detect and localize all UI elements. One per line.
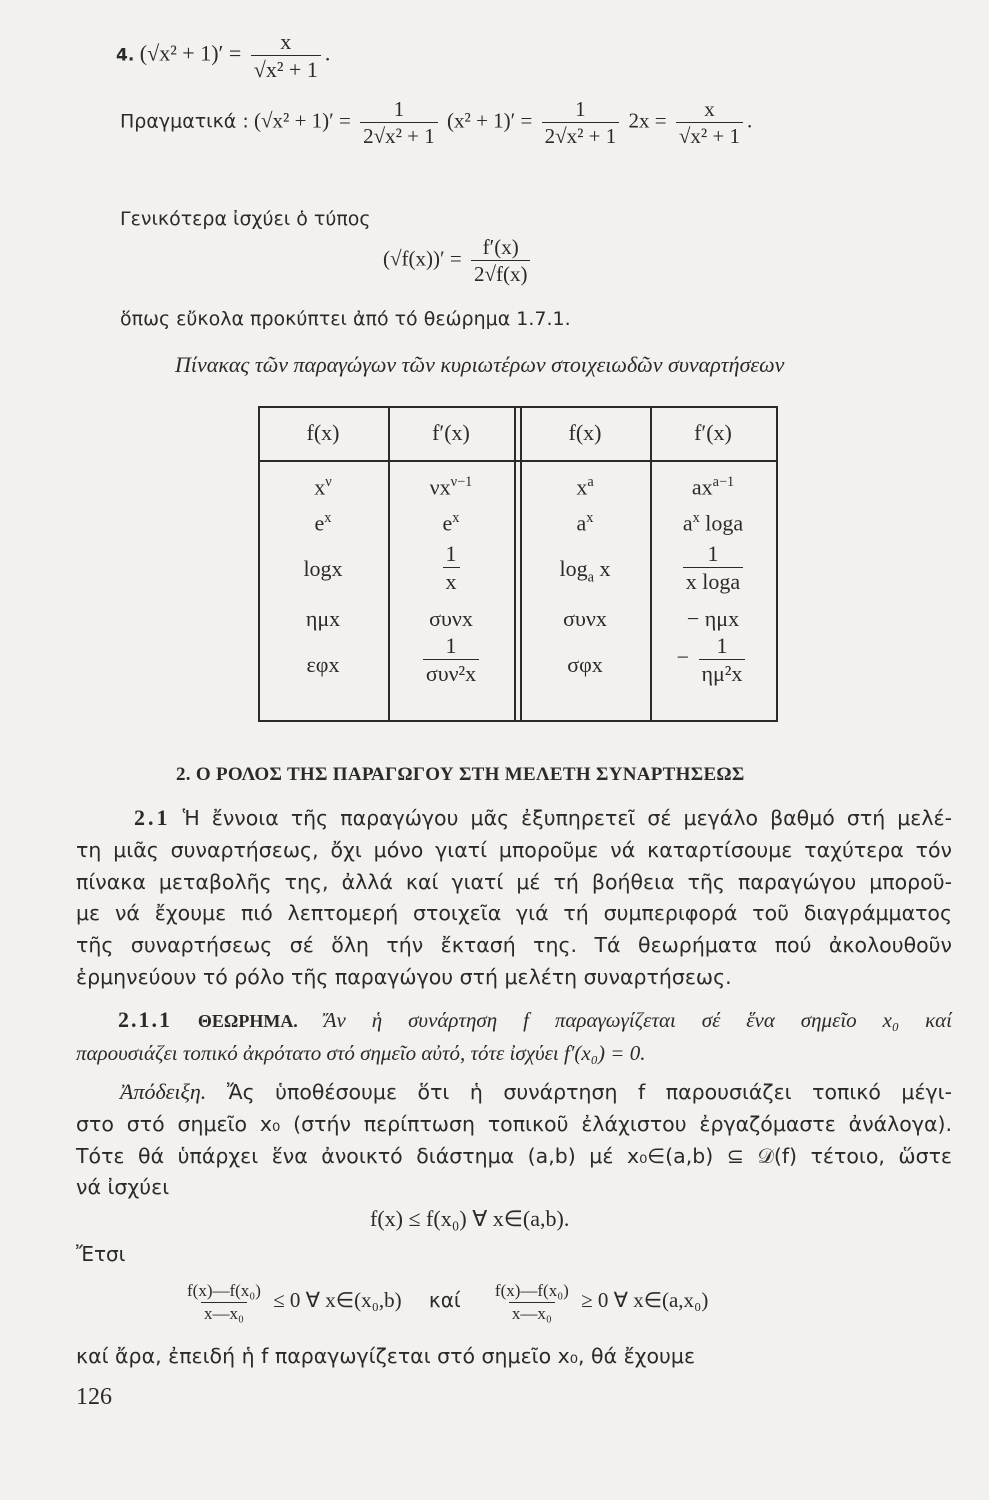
table-border-top	[258, 406, 778, 408]
derivatives-table	[258, 406, 778, 722]
general-intro: Γενικότερα ἰσχύει ὁ τύπος	[120, 208, 371, 230]
general-frac-num: f′(x)	[482, 235, 519, 259]
paragraph-2-1-number: 2.1	[134, 805, 171, 830]
table-caption: Πίνακας τῶν παραγώγων τῶν κυριωτέρων στοιχειωδῶν συναρτήσεων	[175, 352, 785, 377]
table-cell: $\frac{1}{\text{x loga}}$	[650, 542, 776, 593]
table-header-fx-2: f(x)	[568, 420, 602, 445]
table-header-dfx-2: f′(x)	[694, 420, 732, 445]
general-after: ὅπως εὔκολα προκύπτει ἀπό τό θεώρημα 1.7.1.	[120, 308, 571, 330]
proof-derivation	[120, 98, 752, 147]
table-cell: εφx	[306, 652, 340, 677]
table-cell: σφx	[567, 652, 603, 677]
paragraph-line: τῆς συναρτήσεως σέ ὅλη τήν ἔκτασή της. Τά θεωρήματα πού ἀκολουθοῦν	[76, 933, 952, 958]
table-cell: συνx	[563, 606, 607, 631]
table-cell: $ax^{a-1}$	[691, 474, 735, 500]
table-cell: logx	[303, 556, 343, 581]
proof-frac-3-den: √x² + 1	[676, 122, 743, 147]
quotient-kai: καί	[428, 1288, 461, 1313]
paragraph-line: με νά ἔχουμε πιό λεπτομερή στοιχεῖα γιά τή συμπεριφορά τοῦ διαγράμματος	[76, 901, 952, 926]
table-border-bottom	[258, 720, 778, 722]
theorem-label: ΘΕΩΡΗΜΑ.	[197, 1011, 298, 1031]
proof-frac-2	[542, 98, 620, 147]
proof-derivation-mid2: 2x =	[628, 108, 667, 133]
proof-frac-2-den: 2√x² + 1	[542, 122, 620, 147]
table-cell: $x^a$	[576, 474, 594, 500]
table-cell: $e^x$	[314, 510, 332, 536]
proof-line	[76, 1076, 952, 1109]
table-cell: $a^x$	[576, 510, 594, 536]
table-cell: $e^x$	[442, 510, 460, 536]
paragraph-line: πίνακα μεταβολῆς της, ἀλλά καί γιατί μέ τή βοήθεια τῆς παραγώγου μποροῦ-	[76, 869, 952, 894]
page-number: 126	[76, 1384, 112, 1410]
proof-label: Ἀπόδειξη.	[120, 1079, 207, 1104]
item4-fraction	[251, 30, 321, 81]
table-cell: ημx	[305, 606, 341, 631]
item4-formula	[116, 30, 330, 81]
quotient-part-2: ≥ 0 ∀ x∈(a,x₀)	[581, 1288, 709, 1313]
proof-frac-1-num: 1	[393, 97, 405, 121]
theorem-line	[76, 1004, 952, 1038]
table-cell: − ημx	[686, 606, 740, 631]
table-cell: − $\frac{1}{\text{ημ²x}}$	[650, 634, 776, 685]
quotient-den-1: x—x₀	[201, 1302, 247, 1323]
table-cell: $x^\nu$	[314, 474, 332, 500]
proof-line: στο στό σημεῖο x₀ (στήν περίπτωση τοπικοῦ ἐλάχιστου ἐργαζόμαστε ἀνάλογα).	[76, 1111, 952, 1136]
quotient-num-1: f(x)—f(x₀)	[187, 1281, 261, 1300]
paragraph-line: τη μιᾶς συναρτήσεως, ὄχι μόνο γιατί μποροῦμε νά καταρτίσουμε ταχύτερα τόν	[76, 837, 952, 862]
general-formula	[383, 236, 534, 285]
paragraph-text: Ἡ ἔννοια τῆς παραγώγου μᾶς ἐξυπηρετεῖ σέ μεγάλο βαθμό στή μελέ-	[182, 806, 952, 830]
table-header-fx-1: f(x)	[306, 420, 340, 445]
table-cell: $\frac{1}{\text{συν²x}}$	[388, 634, 514, 685]
item4-number: 4.	[116, 45, 135, 66]
section-title: 2. Ο ΡΟΛΟΣ ΤΗΣ ΠΑΡΑΓΩΓΟΥ ΣΤΗ ΜΕΛΕΤΗ ΣΥΝΑΡΤΗΣΕΩΣ	[176, 764, 745, 785]
table-border-right	[776, 406, 778, 722]
proof-block	[76, 1076, 952, 1204]
quotient-den-2: x—x₀	[509, 1302, 555, 1323]
item4-end: .	[324, 40, 331, 66]
table-col-divider-2a	[514, 406, 516, 722]
theorem-number: 2.1.1	[118, 1007, 172, 1032]
paragraph-line: ἑρμηνεύουν τό ρόλο τῆς παραγώγου στή μελέτη συναρτήσεως.	[76, 964, 732, 989]
table-cell: $\frac{1}{x}$	[388, 542, 514, 593]
paragraph-line	[76, 802, 952, 835]
proof-text: Ἄς ὑποθέσουμε ὅτι ἡ συνάρτηση f παρουσιάζει τοπικό μέγι-	[226, 1080, 952, 1104]
quotient-num-2: f(x)—f(x₀)	[494, 1281, 569, 1300]
table-cell: συνx	[429, 606, 473, 631]
table-header-dfx-1: f′(x)	[432, 420, 470, 445]
proof-line: νά ἰσχύει	[76, 1175, 170, 1200]
general-frac-den: 2√f(x)	[471, 260, 531, 285]
table-cell: $\log_a x$	[559, 556, 611, 586]
item4-frac-den: √x² + 1	[251, 55, 321, 81]
theorem-2-1-1	[76, 1004, 952, 1070]
proof-derivation-lhs: (√x² + 1)′ =	[254, 108, 351, 133]
general-fraction	[471, 236, 531, 285]
proof-final: καί ἄρα, ἐπειδή ἡ f παραγωγίζεται στό σημεῖο x₀, θά ἔχουμε	[76, 1344, 696, 1368]
proof-line: Τότε θά ὑπάρχει ἕνα ἀνοικτό διάστημα (a,b) μέ x₀∈(a,b) ⊆ 𝒟(f) τέτοιο, ὥστε	[76, 1143, 952, 1168]
quotient-part-1: ≤ 0 ∀ x∈(x₀,b)	[273, 1288, 402, 1313]
proof-frac-2-num: 1	[575, 97, 586, 121]
table-cell: $a^x$ loga	[682, 510, 744, 536]
paragraph-2-1	[76, 802, 952, 994]
proof-derivation-end: .	[747, 108, 753, 133]
proof-derivation-label: Πραγματικά :	[120, 110, 249, 133]
theorem-line: παρουσιάζει τοπικό ἀκρότατο στό σημεῖο αὐτό, τότε ἰσχύει f′(x₀) = 0.	[76, 1040, 646, 1065]
proof-etsi: Ἔτσι	[76, 1242, 126, 1266]
proof-derivation-mid: (x² + 1)′ =	[447, 108, 533, 133]
theorem-text: Ἄν ἡ συνάρτηση f παραγωγίζεται σέ ἕνα σημεῖο x₀ καί	[323, 1008, 953, 1032]
proof-inequality: f(x) ≤ f(x₀) ∀ x∈(a,b).	[370, 1206, 570, 1231]
table-cell: $\nu x^{\nu-1}$	[429, 474, 473, 500]
item4-lhs: (√x² + 1)′ =	[139, 40, 242, 66]
item4-frac-num: x	[280, 29, 292, 54]
proof-quotient-inequalities	[180, 1282, 708, 1323]
quotient-fraction-2	[492, 1282, 572, 1323]
proof-frac-3	[676, 98, 743, 147]
general-lhs: (√f(x))′ =	[383, 246, 462, 271]
proof-frac-1	[360, 98, 438, 147]
proof-frac-3-num: x	[704, 97, 715, 121]
quotient-fraction-1	[184, 1282, 264, 1323]
table-header-rule	[258, 460, 778, 462]
proof-frac-1-den: 2√x² + 1	[360, 122, 438, 147]
